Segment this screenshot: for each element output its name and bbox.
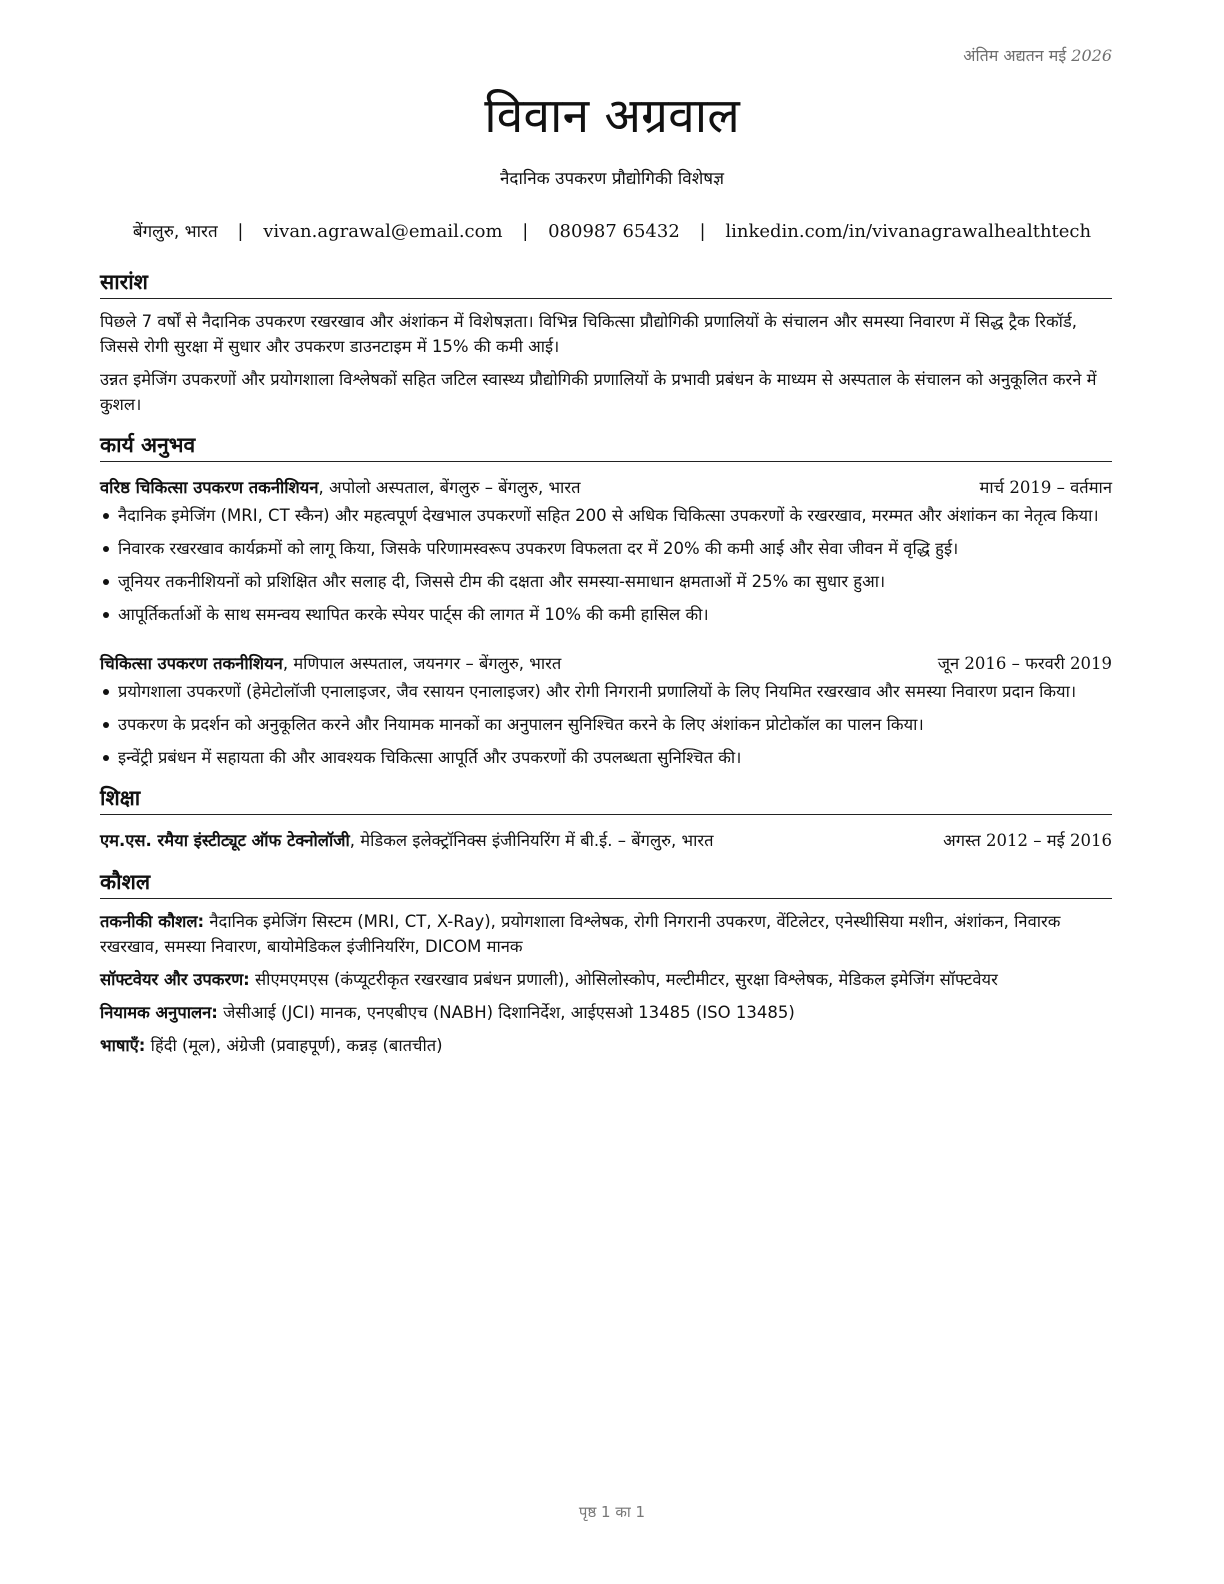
job-bullets	[100, 679, 1112, 770]
job-role: वरिष्ठ चिकित्सा उपकरण तकनीशियन	[100, 478, 319, 497]
education-entry	[100, 828, 1112, 854]
skill-label: तकनीकी कौशल:	[100, 912, 205, 931]
education-heading: शिक्षा	[100, 784, 1112, 815]
skill-row	[100, 967, 1112, 992]
contact-phone[interactable]: 080987 65432	[548, 221, 680, 242]
job-entry	[100, 475, 1112, 627]
skill-row	[100, 1000, 1112, 1025]
job-bullet: जूनियर तकनीशियनों को प्रशिक्षित और सलाह दी, जिससे टीम की दक्षता और समस्या-समाधान क्षमताओं में 25% का सुधार हुआ।	[118, 569, 1112, 594]
education-detail: , मेडिकल इलेक्ट्रॉनिक्स इंजीनियरिंग में बी.ई. – बेंगलुरु, भारत	[349, 831, 714, 850]
job-role: चिकित्सा उपकरण तकनीशियन	[100, 654, 283, 673]
skill-row	[100, 909, 1112, 959]
job-role-line	[100, 475, 580, 501]
job-bullet: निवारक रखरखाव कार्यक्रमों को लागू किया, जिसके परिणामस्वरूप उपकरण विफलता दर में 20% की कमी आई और सेवा जीवन में वृद्धि हुई।	[118, 536, 1112, 561]
job-role-line	[100, 651, 561, 677]
job-bullet: प्रयोगशाला उपकरणों (हेमेटोलॉजी एनालाइजर, जैव रसायन एनालाइजर) और रोगी निगरानी प्रणालियों के लिए नियमित रखरखाव और समस्या निवारण प्रदान किया।	[118, 679, 1112, 704]
education-line	[100, 828, 714, 854]
summary-section	[100, 268, 1112, 417]
last-updated-label: अंतिम अद्यतन मई	[963, 46, 1067, 65]
experience-section	[100, 431, 1112, 770]
job-bullet: आपूर्तिकर्ताओं के साथ समन्वय स्थापित करके स्पेयर पार्ट्स की लागत में 10% की कमी हासिल की।	[118, 602, 1112, 627]
resume-content	[100, 268, 1112, 1058]
skill-row	[100, 1033, 1112, 1058]
summary-paragraph: पिछले 7 वर्षों से नैदानिक उपकरण रखरखाव और अंशांकन में विशेषज्ञता। विभिन्न चिकित्सा प्रौद्योगिकी प्रणालियों के संचालन और समस्या निवारण में सिद्ध ट्रैक रिकॉर्ड, जिससे रोगी सुरक्षा में सुधार और उपकरण डाउनटाइम में 15% की कमी आई।	[100, 312, 1078, 356]
last-updated-year: 2026	[1071, 46, 1112, 65]
job-header	[100, 475, 1112, 501]
job-bullet: इन्वेंट्री प्रबंधन में सहायता की और आवश्यक चिकित्सा आपूर्ति और उपकरणों की उपलब्धता सुनिश्चित की।	[118, 745, 1112, 770]
contact-location: बेंगलुरु, भारत	[132, 222, 218, 242]
job-dates: मार्च 2019 – वर्तमान	[979, 478, 1112, 497]
education-section	[100, 784, 1112, 854]
contact-separator: |	[522, 221, 529, 242]
experience-heading: कार्य अनुभव	[100, 431, 1112, 462]
summary-paragraph: उन्नत इमेजिंग उपकरणों और प्रयोगशाला विश्लेषकों सहित जटिल स्वास्थ्य प्रौद्योगिकी प्रणालियों के प्रभावी प्रबंधन के माध्यम से अस्पताल के संचालन को अनुकूलित करने में कुशल।	[100, 370, 1097, 414]
contact-linkedin[interactable]: linkedin.com/in/vivanagrawalhealthtech	[725, 221, 1092, 242]
skill-value: जेसीआई (JCI) मानक, एनएबीएच (NABH) दिशानिर्देश, आईएसओ 13485 (ISO 13485)	[217, 1003, 795, 1022]
job-bullet: नैदानिक इमेजिंग (MRI, CT स्कैन) और महत्वपूर्ण देखभाल उपकरणों सहित 200 से अधिक चिकित्सा उपकरणों के रखरखाव, मरम्मत और अंशांकन का नेतृत्व किया।	[118, 503, 1112, 528]
job-org: , अपोलो अस्पताल, बेंगलुरु – बेंगलुरु, भारत	[318, 478, 581, 497]
contact-separator: |	[699, 221, 706, 242]
education-dates: अगस्त 2012 – मई 2016	[943, 831, 1112, 850]
skill-label: भाषाएँ:	[100, 1036, 146, 1055]
page-indicator: पृष्ठ 1 का 1	[578, 1503, 646, 1521]
skill-value: सीएमएमएस (कंप्यूटरीकृत रखरखाव प्रबंधन प्रणाली), ओसिलोस्कोप, मल्टीमीटर, सुरक्षा विश्लेषक, मेडिकल इमेजिंग सॉफ्टवेयर	[249, 970, 998, 989]
candidate-title: नैदानिक उपकरण प्रौद्योगिकी विशेषज्ञ	[499, 169, 724, 189]
education-institution: एम.एस. रमैया इंस्टीट्यूट ऑफ टेक्नोलॉजी	[100, 831, 350, 850]
job-bullets	[100, 503, 1112, 627]
skill-value: हिंदी (मूल), अंग्रेजी (प्रवाहपूर्ण), कन्नड़ (बातचीत)	[145, 1036, 443, 1055]
skill-label: सॉफ्टवेयर और उपकरण:	[100, 970, 250, 989]
job-dates: जून 2016 – फरवरी 2019	[937, 654, 1112, 673]
skill-value: नैदानिक इमेजिंग सिस्टम (MRI, CT, X-Ray), प्रयोगशाला विश्लेषक, रोगी निगरानी उपकरण, वेंटिलेटर, एनेस्थीसिया मशीन, अंशांकन, निवारक रखरखाव, समस्या निवारण, बायोमेडिकल इंजीनियरिंग, DICOM मानक	[100, 912, 1061, 956]
candidate-name: विवान अग्रवाल	[484, 88, 740, 144]
skills-heading: कौशल	[100, 868, 1112, 899]
last-updated	[963, 44, 1112, 66]
job-org: , मणिपाल अस्पताल, जयनगर – बेंगलुरु, भारत	[282, 654, 562, 673]
contact-separator: |	[237, 221, 244, 242]
summary-heading: सारांश	[100, 268, 1112, 299]
skill-label: नियामक अनुपालन:	[100, 1003, 218, 1022]
skills-section	[100, 868, 1112, 1058]
contact-line	[0, 219, 1224, 242]
contact-email[interactable]: vivan.agrawal@email.com	[263, 221, 503, 242]
job-header	[100, 651, 1112, 677]
job-entry	[100, 651, 1112, 770]
job-bullet: उपकरण के प्रदर्शन को अनुकूलित करने और नियामक मानकों का अनुपालन सुनिश्चित करने के लिए अंशांकन प्रोटोकॉल का पालन किया।	[118, 712, 1112, 737]
